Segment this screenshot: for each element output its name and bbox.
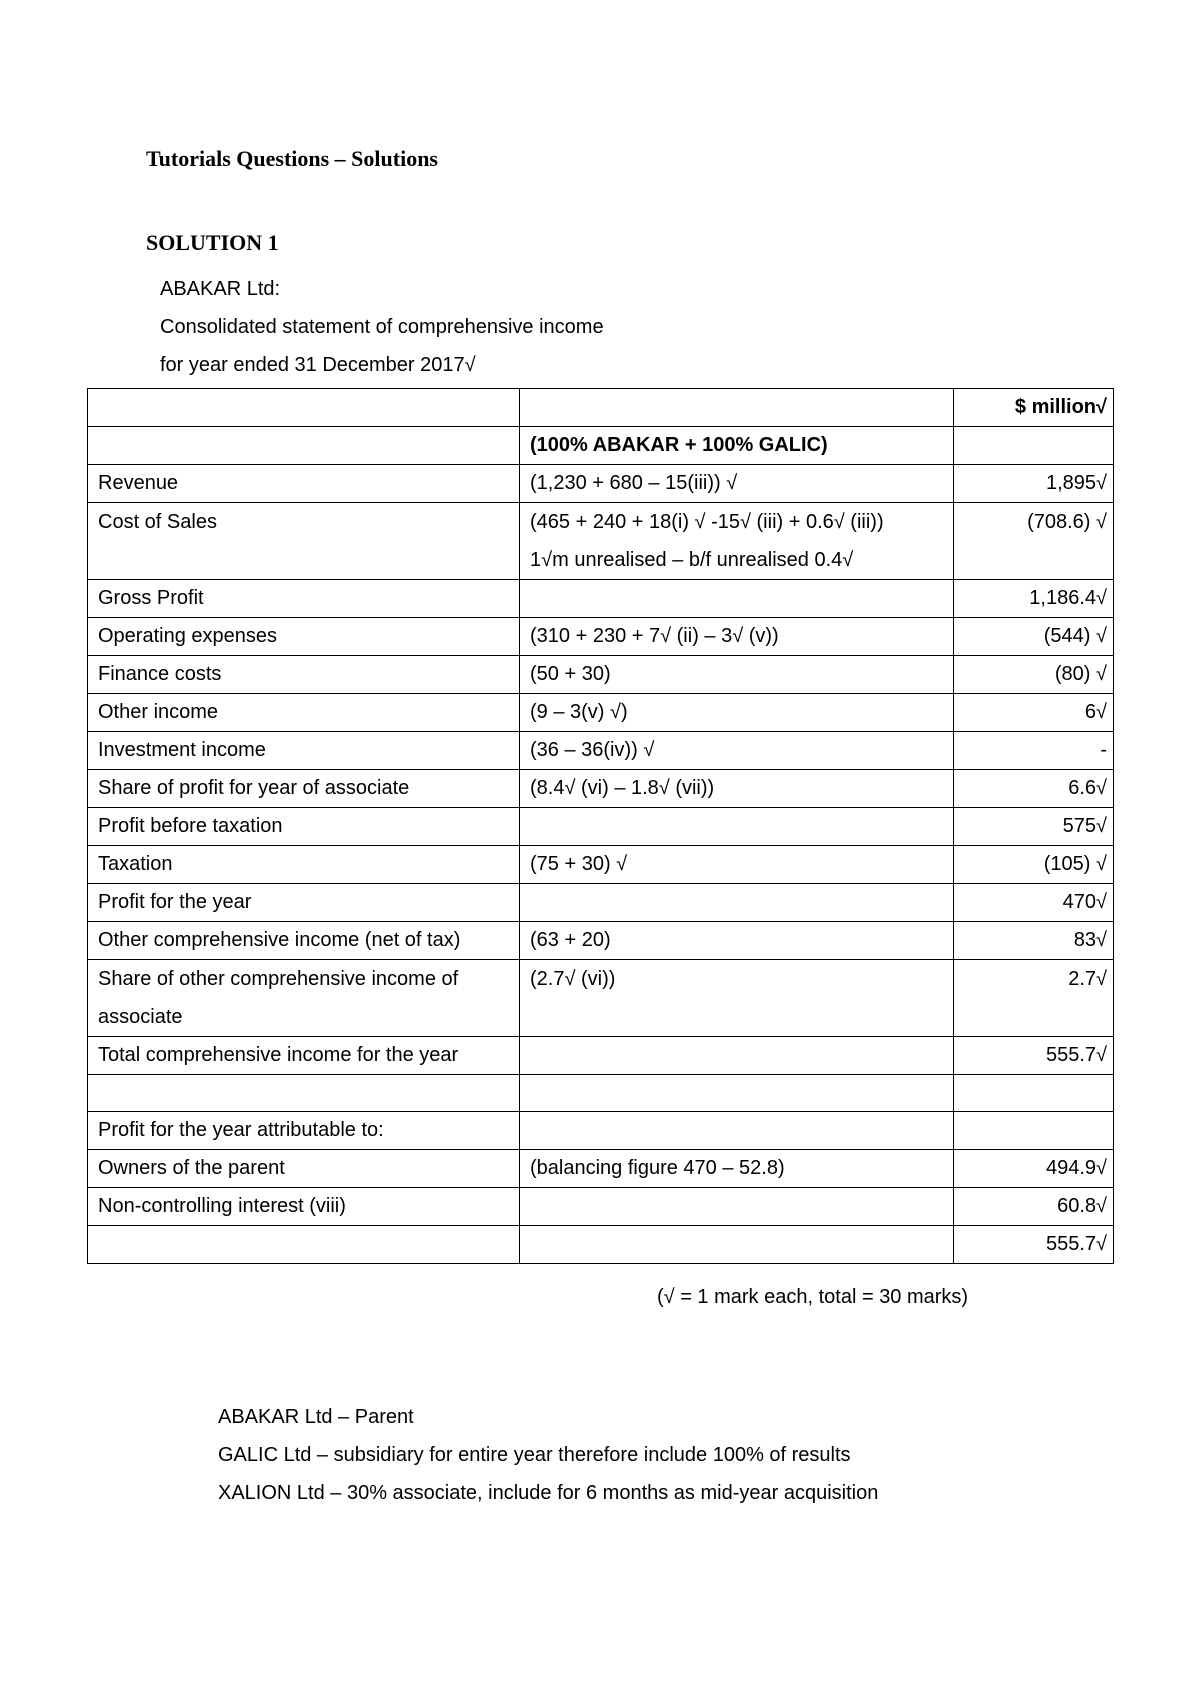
row-working-text: (465 + 240 + 18(i) √ -15√ (iii) + 0.6√ (iii)) bbox=[530, 511, 884, 533]
row-working bbox=[520, 1188, 954, 1226]
row-amount bbox=[954, 1112, 1114, 1150]
row-label bbox=[88, 1150, 520, 1188]
note-associate: XALION Ltd – 30% associate, include for 6 months as mid-year acquisition bbox=[218, 1482, 879, 1504]
row-working-text: (2.7√ (vi)) bbox=[530, 968, 616, 990]
row-working bbox=[520, 656, 954, 694]
row-amount: (80) √ bbox=[954, 656, 1114, 694]
row-label bbox=[88, 1226, 520, 1264]
row-label-text: Taxation bbox=[98, 853, 173, 875]
row-working-text-continued: 1√m unrealised – b/f unrealised 0.4√ bbox=[530, 549, 854, 571]
table-row bbox=[88, 656, 1114, 694]
row-working bbox=[520, 618, 954, 656]
row-label-text: Finance costs bbox=[98, 663, 222, 685]
table-row bbox=[88, 1075, 1114, 1112]
row-working bbox=[520, 732, 954, 770]
row-working bbox=[520, 846, 954, 884]
table-header-row bbox=[88, 389, 1114, 427]
header-label-cell bbox=[88, 389, 520, 427]
row-working-text: (8.4√ (vi) – 1.8√ (vii)) bbox=[530, 777, 715, 799]
row-label-text: Operating expenses bbox=[98, 625, 278, 647]
row-label bbox=[88, 884, 520, 922]
row-amount: 1,186.4√ bbox=[954, 580, 1114, 618]
row-label-text: Share of profit for year of associate bbox=[98, 777, 410, 799]
row-label-text-continued: associate bbox=[98, 1006, 183, 1028]
row-label-text: Share of other comprehensive income of bbox=[98, 968, 459, 990]
subheader-working-cell: (100% ABAKAR + 100% GALIC) bbox=[520, 427, 954, 465]
row-amount: (708.6) √ bbox=[954, 503, 1114, 580]
row-label-text: Revenue bbox=[98, 472, 179, 494]
row-label-text: Total comprehensive income for the year bbox=[98, 1044, 459, 1066]
row-working bbox=[520, 1112, 954, 1150]
table-row bbox=[88, 884, 1114, 922]
row-label bbox=[88, 960, 520, 1037]
row-label bbox=[88, 1037, 520, 1075]
row-working bbox=[520, 580, 954, 618]
row-label bbox=[88, 465, 520, 503]
row-label-text: Owners of the parent bbox=[98, 1157, 285, 1179]
row-amount: 83√ bbox=[954, 922, 1114, 960]
table-row bbox=[88, 846, 1114, 884]
statement-name: Consolidated statement of comprehensive income bbox=[160, 316, 604, 338]
row-working-text: (50 + 30) bbox=[530, 663, 611, 685]
row-working bbox=[520, 694, 954, 732]
table-row bbox=[88, 1150, 1114, 1188]
statement-intro bbox=[160, 270, 604, 384]
row-label-text: Non-controlling interest (viii) bbox=[98, 1195, 346, 1217]
row-label-text: Profit for the year bbox=[98, 891, 252, 913]
table-row bbox=[88, 1226, 1114, 1264]
header-amount-cell: $ million√ bbox=[954, 389, 1114, 427]
row-amount: 555.7√ bbox=[954, 1037, 1114, 1075]
row-amount: (105) √ bbox=[954, 846, 1114, 884]
row-working bbox=[520, 503, 954, 580]
row-label bbox=[88, 732, 520, 770]
row-working bbox=[520, 808, 954, 846]
row-amount: 60.8√ bbox=[954, 1188, 1114, 1226]
row-label bbox=[88, 770, 520, 808]
row-amount: 494.9√ bbox=[954, 1150, 1114, 1188]
row-working bbox=[520, 884, 954, 922]
row-working bbox=[520, 1037, 954, 1075]
row-label bbox=[88, 618, 520, 656]
row-amount: 1,895√ bbox=[954, 465, 1114, 503]
row-amount: 575√ bbox=[954, 808, 1114, 846]
solution-heading: SOLUTION 1 bbox=[146, 230, 279, 255]
row-label bbox=[88, 503, 520, 580]
row-label-text: Gross Profit bbox=[98, 587, 204, 609]
table-row bbox=[88, 1112, 1114, 1150]
statement-period: for year ended 31 December 2017√ bbox=[160, 354, 476, 376]
row-label bbox=[88, 1188, 520, 1226]
row-label bbox=[88, 580, 520, 618]
row-working-text: (75 + 30) √ bbox=[530, 853, 628, 875]
note-parent: ABAKAR Ltd – Parent bbox=[218, 1406, 414, 1428]
row-amount bbox=[954, 1075, 1114, 1112]
table-row bbox=[88, 618, 1114, 656]
row-working bbox=[520, 922, 954, 960]
row-working bbox=[520, 465, 954, 503]
row-label-text: Investment income bbox=[98, 739, 266, 761]
document-title: Tutorials Questions – Solutions bbox=[146, 146, 438, 171]
row-label-text: Other comprehensive income (net of tax) bbox=[98, 929, 461, 951]
table-row bbox=[88, 732, 1114, 770]
row-working bbox=[520, 1075, 954, 1112]
row-label-text: Other income bbox=[98, 701, 219, 723]
group-structure-notes bbox=[218, 1398, 878, 1512]
marks-note: (√ = 1 mark each, total = 30 marks) bbox=[657, 1286, 969, 1308]
row-working bbox=[520, 1226, 954, 1264]
row-working bbox=[520, 770, 954, 808]
row-amount: (544) √ bbox=[954, 618, 1114, 656]
subheader-label-cell bbox=[88, 427, 520, 465]
row-amount: 6.6√ bbox=[954, 770, 1114, 808]
table-row bbox=[88, 808, 1114, 846]
income-statement-table bbox=[87, 388, 1114, 1264]
row-amount: 470√ bbox=[954, 884, 1114, 922]
row-label-text: Profit for the year attributable to: bbox=[98, 1119, 384, 1141]
table-row bbox=[88, 580, 1114, 618]
row-amount: - bbox=[954, 732, 1114, 770]
row-working-text: (1,230 + 680 – 15(iii)) √ bbox=[530, 472, 738, 494]
table-row bbox=[88, 1037, 1114, 1075]
row-label bbox=[88, 1112, 520, 1150]
table-row bbox=[88, 922, 1114, 960]
row-label bbox=[88, 694, 520, 732]
table-row bbox=[88, 694, 1114, 732]
row-label-text: Profit before taxation bbox=[98, 815, 283, 837]
row-label bbox=[88, 922, 520, 960]
row-amount: 6√ bbox=[954, 694, 1114, 732]
row-label bbox=[88, 656, 520, 694]
row-working-text: (63 + 20) bbox=[530, 929, 611, 951]
row-working-text: (36 – 36(iv)) √ bbox=[530, 739, 655, 761]
table-row bbox=[88, 770, 1114, 808]
company-name: ABAKAR Ltd: bbox=[160, 278, 281, 300]
table-row bbox=[88, 960, 1114, 1037]
row-amount: 2.7√ bbox=[954, 960, 1114, 1037]
row-working-text: (balancing figure 470 – 52.8) bbox=[530, 1157, 785, 1179]
row-label bbox=[88, 1075, 520, 1112]
row-working bbox=[520, 1150, 954, 1188]
row-label-text: Cost of Sales bbox=[98, 511, 217, 533]
header-working-cell bbox=[520, 389, 954, 427]
row-label bbox=[88, 808, 520, 846]
row-amount: 555.7√ bbox=[954, 1226, 1114, 1264]
row-working-text: (310 + 230 + 7√ (ii) – 3√ (v)) bbox=[530, 625, 779, 647]
note-subsidiary: GALIC Ltd – subsidiary for entire year therefore include 100% of results bbox=[218, 1444, 851, 1466]
table-row bbox=[88, 465, 1114, 503]
table-row bbox=[88, 503, 1114, 580]
subheader-amount-cell bbox=[954, 427, 1114, 465]
row-label bbox=[88, 846, 520, 884]
table-row bbox=[88, 1188, 1114, 1226]
row-working bbox=[520, 960, 954, 1037]
table-subheader-row bbox=[88, 427, 1114, 465]
row-working-text: (9 – 3(v) √) bbox=[530, 701, 628, 723]
